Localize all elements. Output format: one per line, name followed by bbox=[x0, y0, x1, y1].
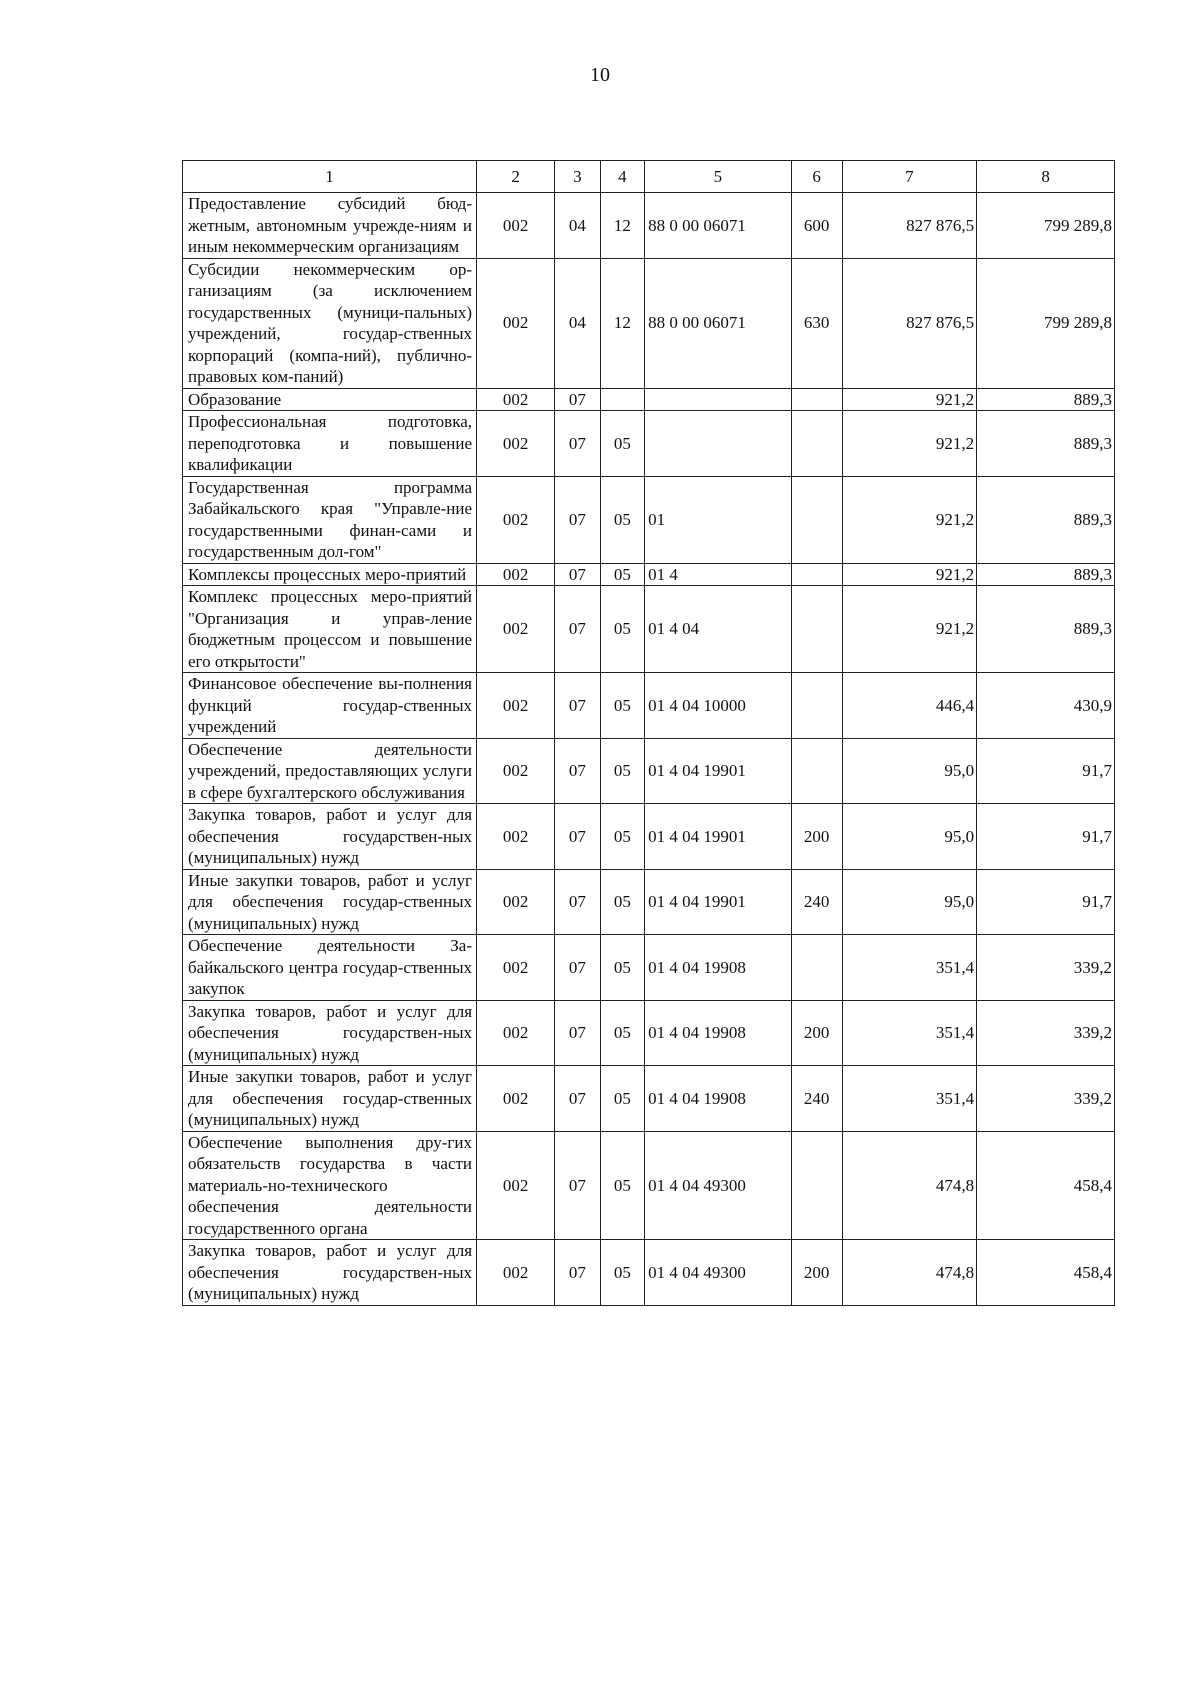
item-name: Государственная программа Забайкальского края "Управле-ние государственными финан-сами и государственным дол-гом" bbox=[183, 476, 477, 563]
amount-col7: 351,4 bbox=[842, 1000, 977, 1066]
subsection-code: 05 bbox=[600, 1131, 644, 1240]
expense-type-code bbox=[791, 1131, 842, 1240]
section-code: 07 bbox=[555, 563, 601, 586]
ministry-code: 002 bbox=[477, 1131, 555, 1240]
target-article-code: 88 0 00 06071 bbox=[645, 193, 791, 259]
table-row bbox=[183, 476, 1115, 563]
target-article-code: 01 4 bbox=[645, 563, 791, 586]
amount-col8: 91,7 bbox=[977, 869, 1115, 935]
table-row bbox=[183, 935, 1115, 1001]
table-row bbox=[183, 804, 1115, 870]
target-article-code: 01 4 04 19908 bbox=[645, 1066, 791, 1132]
table-row bbox=[183, 586, 1115, 673]
amount-col8: 339,2 bbox=[977, 935, 1115, 1001]
section-code: 07 bbox=[555, 935, 601, 1001]
ministry-code: 002 bbox=[477, 193, 555, 259]
ministry-code: 002 bbox=[477, 1066, 555, 1132]
target-article-code: 01 bbox=[645, 476, 791, 563]
amount-col7: 95,0 bbox=[842, 869, 977, 935]
subsection-code: 05 bbox=[600, 869, 644, 935]
ministry-code: 002 bbox=[477, 586, 555, 673]
amount-col8: 889,3 bbox=[977, 476, 1115, 563]
subsection-code: 05 bbox=[600, 563, 644, 586]
subsection-code: 12 bbox=[600, 193, 644, 259]
amount-col7: 921,2 bbox=[842, 586, 977, 673]
target-article-code: 01 4 04 19908 bbox=[645, 935, 791, 1001]
table-row bbox=[183, 869, 1115, 935]
item-name: Субсидии некоммерческим ор-ганизациям (за исключением государственных (муници-пальных) учреждений, государ-ственных корпораций (компа-ний), публично-правовых ком-паний) bbox=[183, 258, 477, 388]
table-row bbox=[183, 1000, 1115, 1066]
subsection-code: 05 bbox=[600, 935, 644, 1001]
subsection-code: 05 bbox=[600, 804, 644, 870]
amount-col7: 474,8 bbox=[842, 1240, 977, 1306]
ministry-code: 002 bbox=[477, 738, 555, 804]
amount-col7: 351,4 bbox=[842, 1066, 977, 1132]
column-header: 1 bbox=[183, 161, 477, 193]
expense-type-code: 200 bbox=[791, 1000, 842, 1066]
target-article-code: 01 4 04 bbox=[645, 586, 791, 673]
subsection-code: 05 bbox=[600, 673, 644, 739]
amount-col7: 921,2 bbox=[842, 476, 977, 563]
amount-col7: 474,8 bbox=[842, 1131, 977, 1240]
expense-type-code: 600 bbox=[791, 193, 842, 259]
subsection-code: 05 bbox=[600, 586, 644, 673]
table-row bbox=[183, 738, 1115, 804]
table-row bbox=[183, 1240, 1115, 1306]
amount-col8: 339,2 bbox=[977, 1000, 1115, 1066]
subsection-code: 05 bbox=[600, 476, 644, 563]
amount-col7: 921,2 bbox=[842, 563, 977, 586]
budget-table bbox=[182, 160, 1115, 1306]
table-row bbox=[183, 411, 1115, 477]
amount-col7: 921,2 bbox=[842, 411, 977, 477]
ministry-code: 002 bbox=[477, 388, 555, 411]
section-code: 07 bbox=[555, 869, 601, 935]
item-name: Профессиональная подготовка, переподготовка и повышение квалификации bbox=[183, 411, 477, 477]
expense-type-code: 240 bbox=[791, 869, 842, 935]
section-code: 07 bbox=[555, 1066, 601, 1132]
amount-col7: 446,4 bbox=[842, 673, 977, 739]
column-header: 8 bbox=[977, 161, 1115, 193]
amount-col8: 889,3 bbox=[977, 586, 1115, 673]
amount-col8: 889,3 bbox=[977, 388, 1115, 411]
target-article-code bbox=[645, 411, 791, 477]
page-number: 10 bbox=[590, 64, 610, 86]
column-header: 3 bbox=[555, 161, 601, 193]
target-article-code: 01 4 04 19901 bbox=[645, 869, 791, 935]
table-row bbox=[183, 1131, 1115, 1240]
section-code: 07 bbox=[555, 586, 601, 673]
amount-col8: 799 289,8 bbox=[977, 258, 1115, 388]
amount-col8: 458,4 bbox=[977, 1240, 1115, 1306]
amount-col8: 889,3 bbox=[977, 563, 1115, 586]
subsection-code: 12 bbox=[600, 258, 644, 388]
expense-type-code: 240 bbox=[791, 1066, 842, 1132]
amount-col8: 889,3 bbox=[977, 411, 1115, 477]
amount-col7: 351,4 bbox=[842, 935, 977, 1001]
item-name: Закупка товаров, работ и услуг для обеспечения государствен-ных (муниципальных) нужд bbox=[183, 1000, 477, 1066]
amount-col7: 95,0 bbox=[842, 804, 977, 870]
section-code: 07 bbox=[555, 673, 601, 739]
subsection-code: 05 bbox=[600, 1000, 644, 1066]
expense-type-code bbox=[791, 673, 842, 739]
table-header-row bbox=[183, 161, 1115, 193]
amount-col8: 339,2 bbox=[977, 1066, 1115, 1132]
ministry-code: 002 bbox=[477, 673, 555, 739]
table-row bbox=[183, 193, 1115, 259]
expense-type-code bbox=[791, 586, 842, 673]
item-name: Обеспечение выполнения дру-гих обязательств государства в части материаль-но-технического обеспечения деятельности государственного органа bbox=[183, 1131, 477, 1240]
amount-col7: 827 876,5 bbox=[842, 258, 977, 388]
section-code: 07 bbox=[555, 1240, 601, 1306]
amount-col8: 91,7 bbox=[977, 738, 1115, 804]
amount-col8: 430,9 bbox=[977, 673, 1115, 739]
subsection-code bbox=[600, 388, 644, 411]
item-name: Образование bbox=[183, 388, 477, 411]
table-row bbox=[183, 563, 1115, 586]
target-article-code: 01 4 04 19901 bbox=[645, 804, 791, 870]
subsection-code: 05 bbox=[600, 411, 644, 477]
section-code: 07 bbox=[555, 411, 601, 477]
column-header: 2 bbox=[477, 161, 555, 193]
column-header: 6 bbox=[791, 161, 842, 193]
amount-col8: 458,4 bbox=[977, 1131, 1115, 1240]
ministry-code: 002 bbox=[477, 1240, 555, 1306]
item-name: Закупка товаров, работ и услуг для обеспечения государствен-ных (муниципальных) нужд bbox=[183, 804, 477, 870]
section-code: 07 bbox=[555, 1000, 601, 1066]
expense-type-code: 200 bbox=[791, 1240, 842, 1306]
section-code: 07 bbox=[555, 476, 601, 563]
table-row bbox=[183, 258, 1115, 388]
ministry-code: 002 bbox=[477, 869, 555, 935]
expense-type-code: 200 bbox=[791, 804, 842, 870]
ministry-code: 002 bbox=[477, 411, 555, 477]
section-code: 04 bbox=[555, 193, 601, 259]
section-code: 07 bbox=[555, 388, 601, 411]
item-name: Обеспечение деятельности За-байкальского центра государ-ственных закупок bbox=[183, 935, 477, 1001]
ministry-code: 002 bbox=[477, 935, 555, 1001]
section-code: 07 bbox=[555, 1131, 601, 1240]
expense-type-code bbox=[791, 476, 842, 563]
amount-col8: 91,7 bbox=[977, 804, 1115, 870]
column-header: 7 bbox=[842, 161, 977, 193]
column-header: 5 bbox=[645, 161, 791, 193]
target-article-code: 01 4 04 49300 bbox=[645, 1240, 791, 1306]
expense-type-code: 630 bbox=[791, 258, 842, 388]
amount-col7: 921,2 bbox=[842, 388, 977, 411]
expense-type-code bbox=[791, 563, 842, 586]
target-article-code bbox=[645, 388, 791, 411]
subsection-code: 05 bbox=[600, 738, 644, 804]
target-article-code: 88 0 00 06071 bbox=[645, 258, 791, 388]
item-name: Предоставление субсидий бюд-жетным, автономным учрежде-ниям и иным некоммерческим организациям bbox=[183, 193, 477, 259]
expense-type-code bbox=[791, 738, 842, 804]
table-row bbox=[183, 388, 1115, 411]
item-name: Иные закупки товаров, работ и услуг для обеспечения государ-ственных (муниципальных) нужд bbox=[183, 869, 477, 935]
section-code: 04 bbox=[555, 258, 601, 388]
ministry-code: 002 bbox=[477, 1000, 555, 1066]
item-name: Финансовое обеспечение вы-полнения функций государ-ственных учреждений bbox=[183, 673, 477, 739]
target-article-code: 01 4 04 49300 bbox=[645, 1131, 791, 1240]
target-article-code: 01 4 04 19908 bbox=[645, 1000, 791, 1066]
amount-col7: 827 876,5 bbox=[842, 193, 977, 259]
expense-type-code bbox=[791, 411, 842, 477]
ministry-code: 002 bbox=[477, 258, 555, 388]
expense-type-code bbox=[791, 935, 842, 1001]
table-row bbox=[183, 1066, 1115, 1132]
section-code: 07 bbox=[555, 738, 601, 804]
item-name: Закупка товаров, работ и услуг для обеспечения государствен-ных (муниципальных) нужд bbox=[183, 1240, 477, 1306]
item-name: Обеспечение деятельности учреждений, предоставляющих услуги в сфере бухгалтерского обслуживания bbox=[183, 738, 477, 804]
ministry-code: 002 bbox=[477, 563, 555, 586]
table-row bbox=[183, 673, 1115, 739]
ministry-code: 002 bbox=[477, 804, 555, 870]
target-article-code: 01 4 04 10000 bbox=[645, 673, 791, 739]
amount-col7: 95,0 bbox=[842, 738, 977, 804]
item-name: Иные закупки товаров, работ и услуг для обеспечения государ-ственных (муниципальных) нужд bbox=[183, 1066, 477, 1132]
amount-col8: 799 289,8 bbox=[977, 193, 1115, 259]
column-header: 4 bbox=[600, 161, 644, 193]
ministry-code: 002 bbox=[477, 476, 555, 563]
section-code: 07 bbox=[555, 804, 601, 870]
subsection-code: 05 bbox=[600, 1066, 644, 1132]
expense-type-code bbox=[791, 388, 842, 411]
item-name: Комплекс процессных меро-приятий "Организация и управ-ление бюджетным процессом и повышение его открытости" bbox=[183, 586, 477, 673]
target-article-code: 01 4 04 19901 bbox=[645, 738, 791, 804]
item-name: Комплексы процессных меро-приятий bbox=[183, 563, 477, 586]
subsection-code: 05 bbox=[600, 1240, 644, 1306]
